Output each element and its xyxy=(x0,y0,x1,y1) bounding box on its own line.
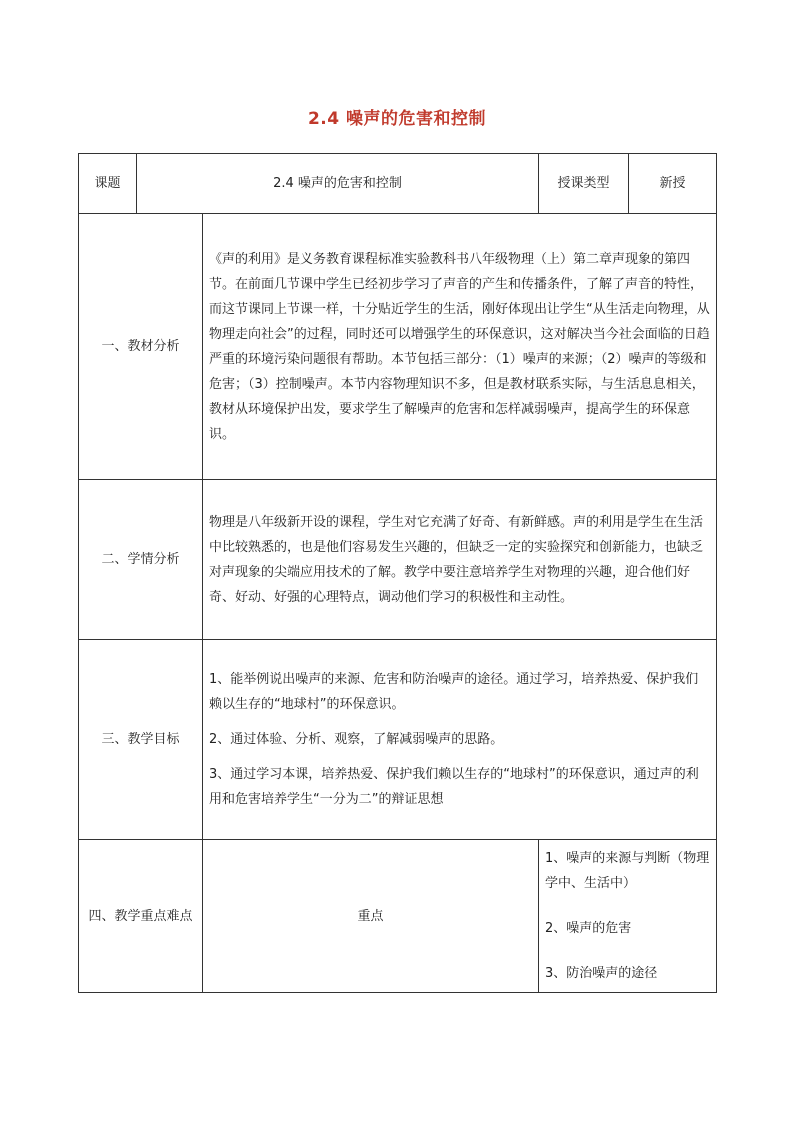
key-point-item: 3、防治噪声的途径 xyxy=(545,966,658,981)
student-analysis-text: 物理是八年级新开设的课程，学生对它充满了好奇、有新鲜感。声的利用是学生在生活中比较熟悉的，也是他们容易发生兴趣的，但缺乏一定的实验探究和创新能力，也缺乏对声现象的尖端应用技术的了解。教学中要注意培养学生对物理的兴趣，迎合他们好奇、好动、好强的心理特点，调动他们学习的积极性和主动性。 xyxy=(209,514,704,605)
table-row-objectives xyxy=(79,640,717,840)
lesson-plan-table xyxy=(78,153,717,993)
objectives-content xyxy=(203,640,717,840)
table-row-student-analysis xyxy=(79,480,717,640)
table-row-header xyxy=(79,154,717,214)
textbook-analysis-text: 《声的利用》是义务教育课程标准实验教科书八年级物理（上）第二章声现象的第四节。在前面几节课中学生已经初步学习了声音的产生和传播条件，了解了声音的特性，而这节课同上节课一样，十分贴近学生的生活，刚好体现出让学生“从生活走向物理，从物理走向社会”的过程，同时还可以增强学生的环保意识，这对解决当今社会面临的日趋严重的环境污染问题很有帮助。本节包括三部分：（1）噪声的来源；（2）噪声的等级和危害；（3）控制噪声。本节内容物理知识不多，但是教材联系实际，与生活息息相关，教材从环境保护出发，要求学生了解噪声的危害和怎样减弱噪声，提高学生的环保意识。 xyxy=(209,251,710,442)
objective-item: 2、通过体验、分析、观察，了解减弱噪声的思路。 xyxy=(209,732,504,747)
table-row-key-points xyxy=(79,840,717,993)
objective-item: 1、能举例说出噪声的来源、危害和防治噪声的途径。通过学习，培养热爱、保护我们赖以生存的“地球村”的环保意识。 xyxy=(209,672,699,712)
topic-label: 课题 xyxy=(79,154,137,214)
lesson-type-label: 授课类型 xyxy=(539,154,629,214)
textbook-analysis-content xyxy=(203,214,717,480)
student-analysis-content xyxy=(203,480,717,640)
key-point-item: 1、噪声的来源与判断（物理学中、生活中） xyxy=(545,851,710,891)
key-points-content xyxy=(539,840,717,993)
key-points-sub-label: 重点 xyxy=(203,840,539,993)
topic-value: 2.4 噪声的危害和控制 xyxy=(137,154,539,214)
page-title: 2.4 噪声的危害和控制 xyxy=(307,109,487,129)
textbook-analysis-label: 一、教材分析 xyxy=(79,214,203,480)
objectives-label: 三、教学目标 xyxy=(79,640,203,840)
objective-item: 3、通过学习本课，培养热爱、保护我们赖以生存的“地球村”的环保意识，通过声的利用和危害培养学生“一分为二”的辩证思想 xyxy=(209,767,699,807)
student-analysis-label: 二、学情分析 xyxy=(79,480,203,640)
key-point-item: 2、噪声的危害 xyxy=(545,921,632,936)
table-row-textbook-analysis xyxy=(79,214,717,480)
key-points-label: 四、教学重点难点 xyxy=(79,840,203,993)
lesson-type-value: 新授 xyxy=(629,154,717,214)
